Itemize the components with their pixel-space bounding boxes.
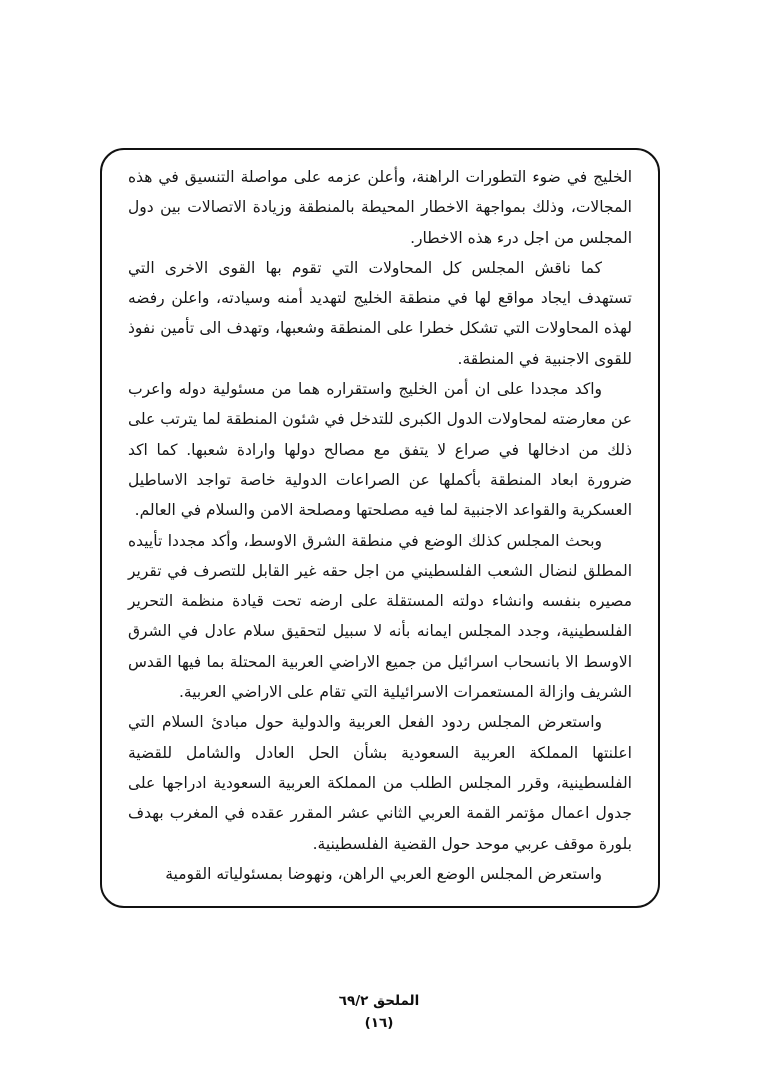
paragraph: واستعرض المجلس ردود الفعل العربية والدولية حول مبادئ السلام التي اعلنتها المملكة العربية السعودية بشأن الحل العادل والشامل للقضية الفلسطينية، وقرر المجلس الطلب من المملكة العربية السعودية ادراجها على جدول اعمال مؤتمر القمة العربي الثاني عشر المقرر عقده في المغرب بهدف بلورة موقف عربي موحد حول القضية الفلسطينية.	[128, 713, 632, 853]
document-body-text	[128, 162, 632, 889]
paragraph: واستعرض المجلس الوضع العربي الراهن، ونهوضا بمسئولياته القومية	[165, 864, 602, 883]
paragraph: الخليج في ضوء التطورات الراهنة، وأعلن عزمه على مواصلة التنسيق في هذه المجالات، وذلك بمواجهة الاخطار المحيطة بالمنطقة وزيادة الاتصالات بين دول المجلس من اجل درء هذه الاخطار.	[128, 168, 632, 247]
paragraph: كما ناقش المجلس كل المحاولات التي تقوم بها القوى الاخرى التي تستهدف ايجاد مواقع لها في منطقة الخليج لتهديد أمنه وسيادته، واعلن رفضه لهذه المحاولات التي تشكل خطرا على المنطقة وشعبها، وتهدف الى تأمين نفوذ للقوى الاجنبية في المنطقة.	[128, 258, 632, 368]
paragraph: وبحث المجلس كذلك الوضع في منطقة الشرق الاوسط، وأكد مجددا تأييده المطلق لنضال الشعب الفلسطيني من اجل حقه غير القابل للتصرف في تقرير مصيره بنفسه وانشاء دولته المستقلة على ارضه تحت قيادة منظمة التحرير الفلسطينية، وجدد المجلس ايمانه بأنه لا سبيل لتحقيق سلام عادل في الشرق الاوسط الا بانسحاب اسرائيل من جميع الاراضي العربية المحتلة بما فيها القدس الشريف وازالة المستعمرات الاسرائيلية التي تقام على الاراضي العربية.	[128, 531, 632, 702]
document-border-box	[100, 148, 660, 908]
paragraph: واكد مجددا على ان أمن الخليج واستقراره هما من مسئولية دوله واعرب عن معارضته لمحاولات الدول الكبرى للتدخل في شئون المنطقة لما يترتب على ذلك من ادخالها في صراع لا يتفق مع مصالح دولها وارادة شعبها. كما اكد ضرورة ابعاد المنطقة بأكملها عن الصراعات الدولية خاصة تواجد الاساطيل العسكرية والقواعد الاجنبية لما فيه مصلحتها ومصلحة الامن والسلام في العالم.	[128, 380, 632, 520]
page-footer	[0, 990, 758, 1034]
footer-annex-label: الملحق ٦٩/٢	[338, 993, 420, 1009]
footer-page-number: (١٦)	[364, 1015, 394, 1031]
